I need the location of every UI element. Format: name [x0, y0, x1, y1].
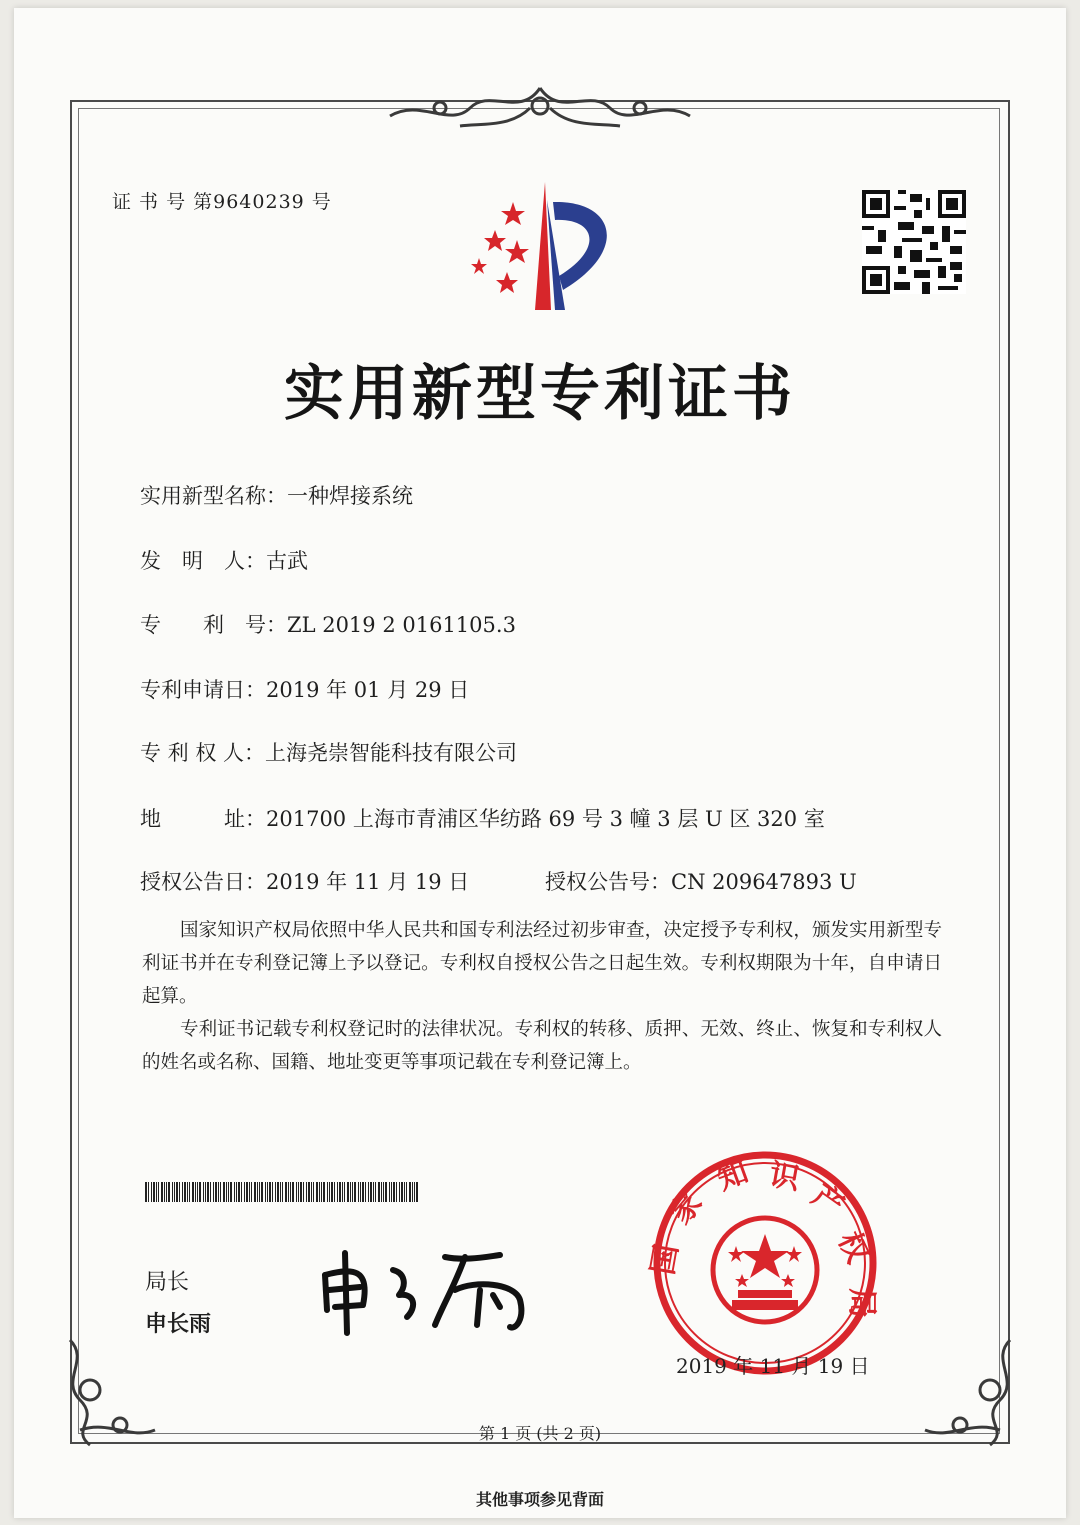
field-address	[140, 803, 825, 833]
field-inventor	[140, 545, 308, 575]
field-patent-number	[140, 609, 516, 639]
field-value: 2019 年 01 月 29 日	[266, 678, 470, 702]
certificate-number-suffix: 号	[311, 191, 332, 213]
patent-office-logo-icon	[455, 180, 635, 315]
field-value: 2019 年 11 月 19 日	[266, 870, 470, 894]
body-paragraph-1: 国家知识产权局依照中华人民共和国专利法经过初步审查，决定授予专利权，颁发实用新型专利证书并在专利登记簿上予以登记。专利权自授权公告之日起生效。专利权期限为十年，自申请日起算。	[142, 920, 942, 1007]
director-title: 局长	[145, 1270, 190, 1295]
body-paragraph-2: 专利证书记载专利权登记时的法律状况。专利权的转移、质押、无效、终止、恢复和专利权人的姓名或名称、国籍、地址变更等事项记载在专利登记簿上。	[142, 1019, 942, 1073]
svg-text:权: 权	[830, 1226, 876, 1269]
qr-code-icon	[862, 190, 966, 294]
svg-text:知: 知	[712, 1154, 753, 1198]
field-label: 授权公告日：	[140, 870, 266, 894]
footer-note: 其他事项参见背面	[475, 1490, 604, 1509]
certificate-number	[112, 187, 332, 214]
field-label: 发 明 人：	[140, 549, 266, 573]
page-number: 第 1 页 (共 2 页)	[478, 1424, 602, 1443]
field-value: 上海尧崇智能科技有限公司	[265, 741, 518, 765]
field-label: 授权公告号：	[545, 870, 671, 894]
svg-text:识: 识	[766, 1157, 803, 1198]
field-label: 实用新型名称：	[140, 484, 287, 508]
field-value: 201700 上海市青浦区华纺路 69 号 3 幢 3 层 U 区 320 室	[266, 807, 825, 831]
certificate-number-label: 证 书 号 第	[112, 191, 214, 213]
field-value: ZL 2019 2 0161105.3	[287, 613, 516, 637]
seal-date: 2019 年 11 月 19 日	[676, 1354, 870, 1378]
certificate-title: 实用新型专利证书	[284, 359, 796, 429]
field-label: 专利申请日：	[140, 678, 266, 702]
field-patentee	[140, 737, 517, 767]
field-label: 地 址：	[140, 807, 266, 831]
field-value: CN 209647893 U	[671, 870, 857, 894]
svg-text:产: 产	[805, 1177, 851, 1224]
field-publication-number	[545, 866, 857, 896]
certificate-number-value: 9640239	[213, 191, 305, 213]
director-name: 申长雨	[145, 1312, 212, 1337]
barcode-icon	[145, 1182, 417, 1202]
svg-text:局: 局	[844, 1288, 879, 1318]
field-utility-model-name	[140, 480, 413, 510]
top-ornament-icon	[380, 78, 700, 134]
signature-icon	[315, 1245, 555, 1335]
svg-text:国: 国	[645, 1241, 686, 1278]
official-seal-icon	[645, 1148, 880, 1378]
field-grant-date	[140, 866, 469, 896]
field-label: 专 利 号：	[140, 613, 287, 637]
field-value: 一种焊接系统	[287, 484, 413, 508]
field-value: 古武	[266, 549, 308, 573]
field-application-date	[140, 674, 469, 704]
svg-text:家: 家	[663, 1185, 710, 1232]
field-label: 专 利 权 人：	[140, 741, 266, 765]
